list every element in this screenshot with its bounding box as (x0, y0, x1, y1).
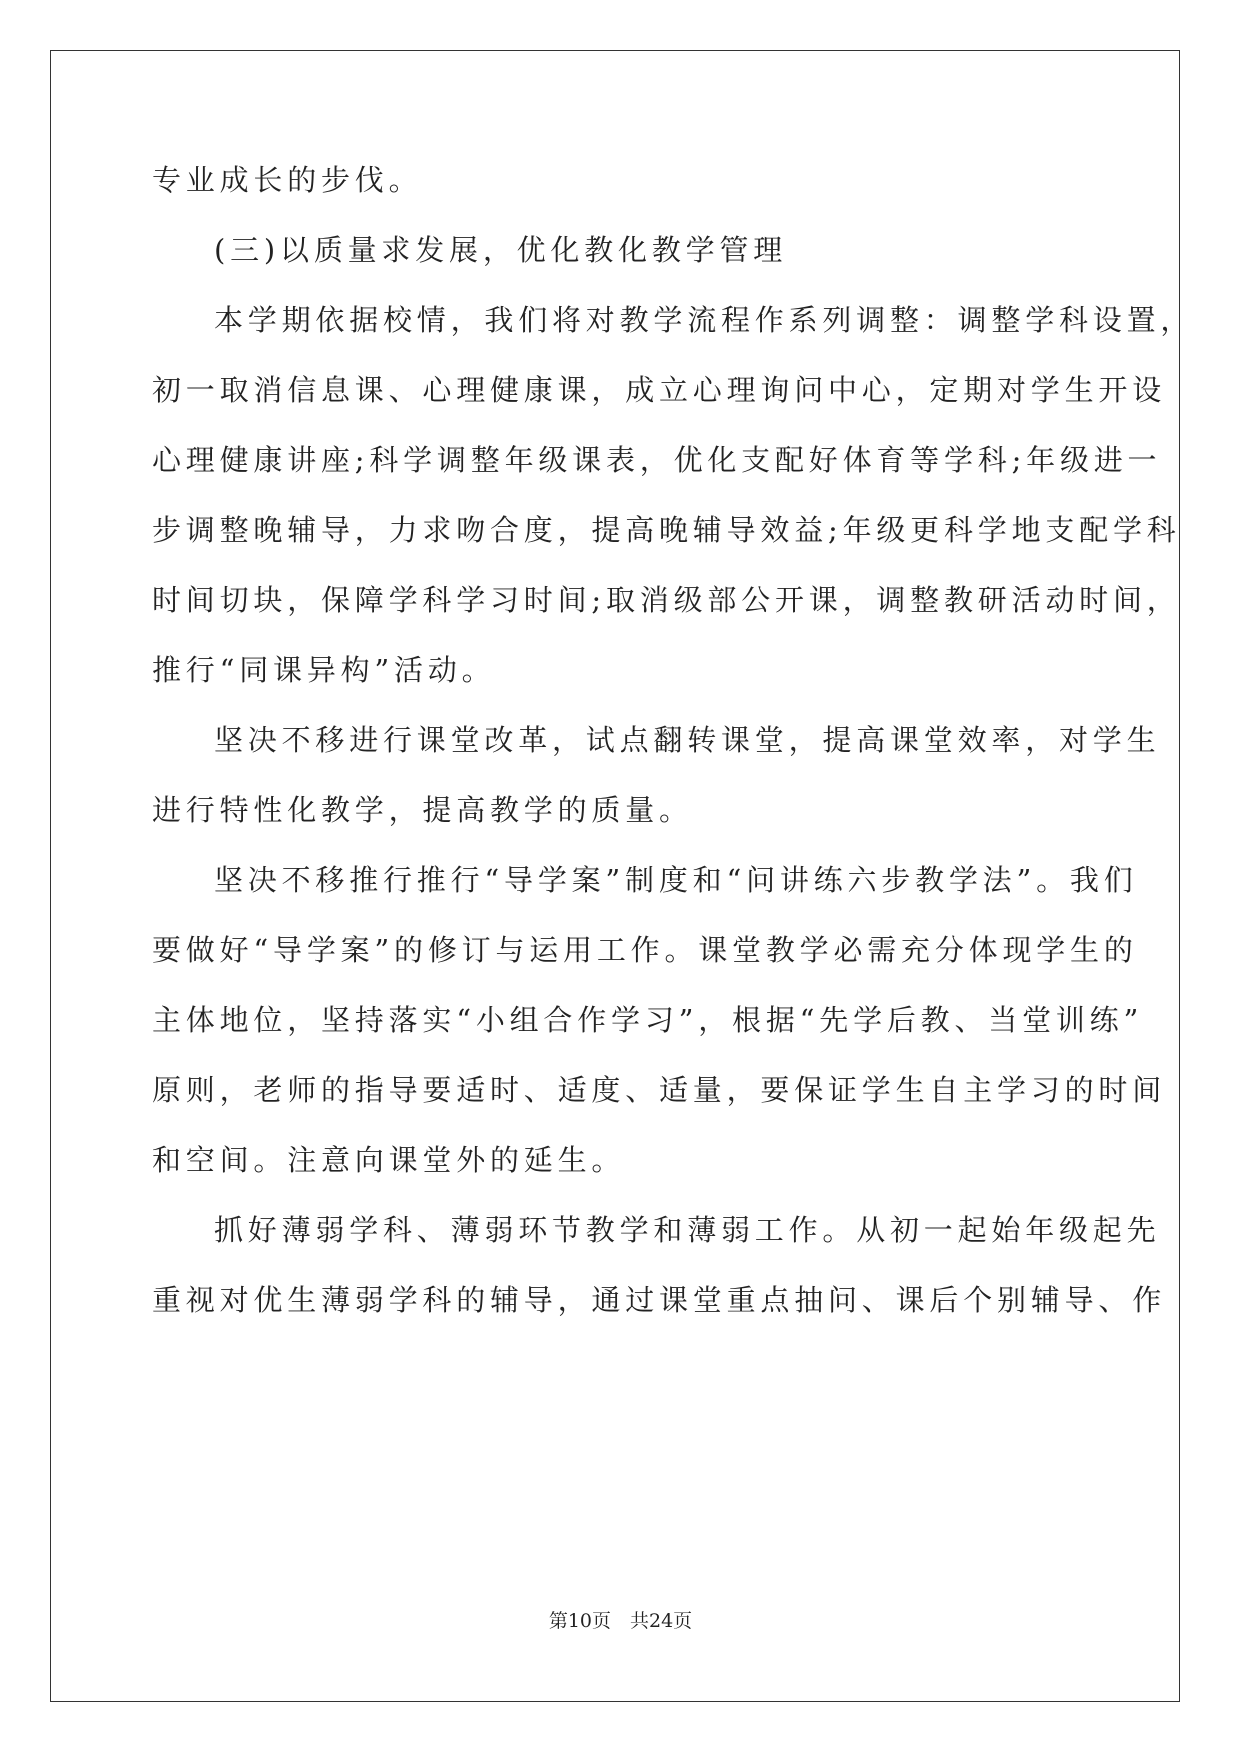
text-line: 推行“同课异构”活动。 (152, 653, 496, 687)
text-line: 抓好薄弱学科、薄弱环节教学和薄弱工作。从初一起始年级起先 (214, 1213, 1161, 1247)
text-line: 原则，老师的指导要适时、适度、适量，要保证学生自主学习的时间 (152, 1073, 1167, 1107)
text-line: 本学期依据校情，我们将对教学流程作系列调整：调整学科设置， (214, 303, 1195, 337)
text-line: 重视对优生薄弱学科的辅导，通过课堂重点抽问、课后个别辅导、作 (152, 1283, 1167, 1317)
text-line: 专业成长的步伐。 (152, 163, 423, 197)
section-heading: (三)以质量求发展，优化教化教学管理 (214, 233, 788, 267)
text-line: 坚决不移推行推行“导学案”制度和“问讲练六步教学法”。我们 (214, 863, 1138, 897)
text-line: 步调整晚辅导，力求吻合度，提高晚辅导效益;年级更科学地支配学科 (152, 513, 1181, 547)
text-line: 进行特性化教学，提高教学的质量。 (152, 793, 693, 827)
text-line: 和空间。注意向课堂外的延生。 (152, 1143, 626, 1177)
text-line: 心理健康讲座;科学调整年级课表，优化支配好体育等学科;年级进一 (152, 443, 1162, 477)
page-number: 第10页 共24页 (548, 1610, 693, 1632)
text-line: 主体地位，坚持落实“小组合作学习”，根据“先学后教、当堂训练” (152, 1003, 1144, 1037)
text-line: 初一取消信息课、心理健康课，成立心理询问中心，定期对学生开设 (152, 373, 1167, 407)
text-line: 时间切块，保障学科学习时间;取消级部公开课，调整教研活动时间， (152, 583, 1181, 617)
text-line: 坚决不移进行课堂改革，试点翻转课堂，提高课堂效率，对学生 (214, 723, 1161, 757)
text-line: 要做好“导学案”的修订与运用工作。课堂教学必需充分体现学生的 (152, 933, 1138, 967)
